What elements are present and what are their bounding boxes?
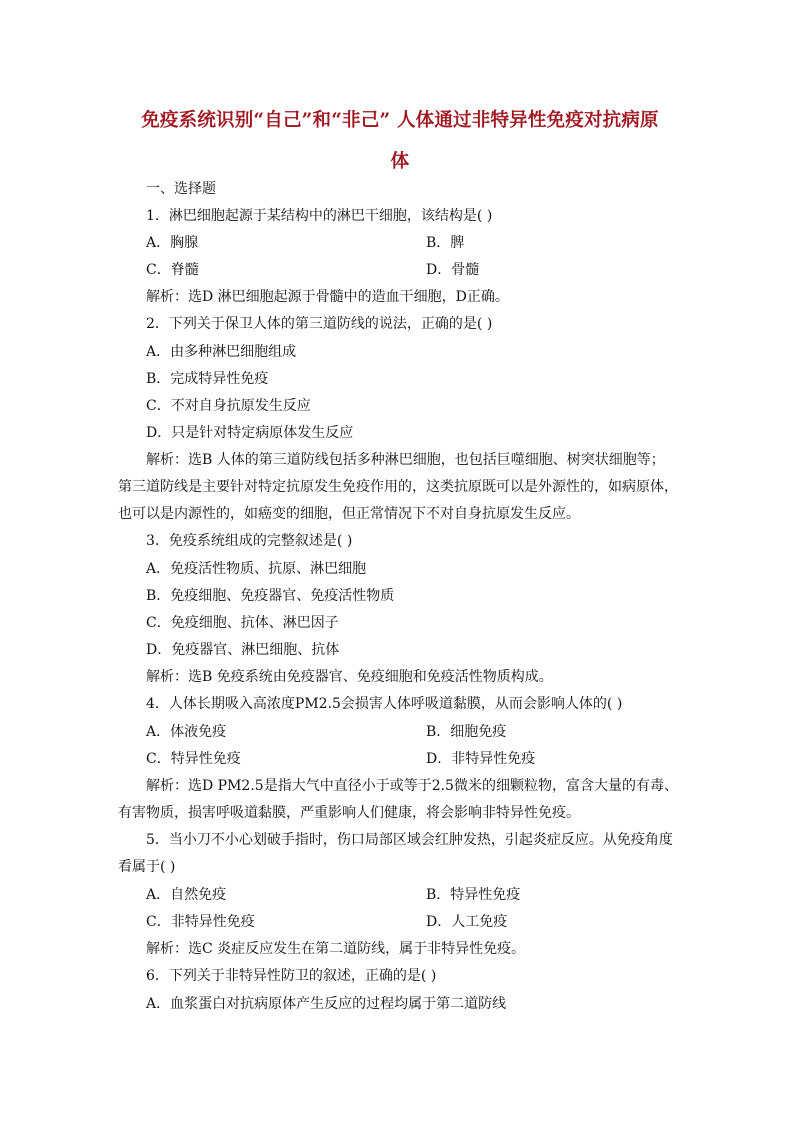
question-1-option-c: C．脊髓	[146, 262, 199, 278]
question-5-stem-line2: 看属于( )	[118, 859, 176, 875]
question-2-analysis-line1: 解析：选B 人体的第三道防线包括多种淋巴细胞，也包括巨噬细胞、树突状细胞等；	[146, 452, 665, 468]
question-1-option-d: D．骨髓	[426, 262, 480, 278]
question-1-analysis: 解析：选D 淋巴细胞起源于骨髓中的造血干细胞，D正确。	[146, 289, 509, 305]
question-3-analysis: 解析：选B 免疫系统由免疫器官、免疫细胞和免疫活性物质构成。	[146, 669, 553, 685]
question-4-option-d: D．非特异性免疫	[426, 751, 536, 767]
question-5-option-a: A．自然免疫	[146, 887, 227, 903]
question-2-option-a: A．由多种淋巴细胞组成	[146, 344, 297, 360]
question-4-option-b: B．细胞免疫	[426, 724, 507, 740]
question-5-option-c: C．非特异性免疫	[146, 914, 255, 930]
question-5-analysis: 解析：选C 炎症反应发生在第二道防线，属于非特异性免疫。	[146, 941, 526, 957]
question-3-option-d: D．免疫器官、淋巴细胞、抗体	[146, 642, 340, 658]
question-3-stem: 3．免疫系统组成的完整叙述是( )	[146, 533, 353, 549]
question-2-option-c: C．不对自身抗原发生反应	[146, 398, 311, 414]
question-4-option-a: A．体液免疫	[146, 724, 227, 740]
question-3-option-a: A．免疫活性物质、抗原、淋巴细胞	[146, 561, 367, 577]
question-3-option-c: C．免疫细胞、抗体、淋巴因子	[146, 615, 339, 631]
question-1-option-b: B．脾	[426, 235, 465, 251]
question-1-stem: 1．淋巴细胞起源于某结构中的淋巴干细胞，该结构是( )	[146, 208, 493, 224]
document-title-line2: 体	[390, 151, 410, 172]
question-2-option-b: B．完成特异性免疫	[146, 371, 269, 387]
question-2-option-d: D．只是针对特定病原体发生反应	[146, 425, 354, 441]
question-2-stem: 2．下列关于保卫人体的第三道防线的说法，正确的是( )	[146, 316, 493, 332]
question-5-option-d: D．人工免疫	[426, 914, 508, 930]
question-5-option-b: B．特异性免疫	[426, 887, 521, 903]
document-title-line1: 免疫系统识别“自己”和“非己” 人体通过非特异性免疫对抗病原	[141, 110, 659, 131]
question-5-stem-line1: 5．当小刀不小心划破手指时，伤口局部区域会红肿发热，引起炎症反应。从免疫角度	[146, 832, 673, 848]
question-4-stem: 4．人体长期吸入高浓度PM2.5会损害人体呼吸道黏膜，从而会影响人体的( )	[146, 696, 623, 712]
question-6-stem: 6．下列关于非特异性防卫的叙述，正确的是( )	[146, 968, 437, 984]
question-2-analysis-line3: 也可以是内源性的，如癌变的细胞，但正常情况下不对自身抗原发生反应。	[118, 506, 580, 522]
question-4-analysis-line2: 有害物质，损害呼吸道黏膜，严重影响人们健康，将会影响非特异性免疫。	[118, 805, 580, 821]
section-heading: 一、选择题	[146, 181, 216, 197]
question-6-option-a: A．血浆蛋白对抗病原体产生反应的过程均属于第二道防线	[146, 996, 507, 1012]
question-2-analysis-line2: 第三道防线是主要针对特定抗原发生免疫作用的，这类抗原既可以是外源性的，如病原体，	[118, 479, 678, 495]
question-4-analysis-line1: 解析：选D PM2.5是指大气中直径小于或等于2.5微米的细颗粒物，富含大量的有毒、	[146, 778, 678, 794]
question-3-option-b: B．免疫细胞、免疫器官、免疫活性物质	[146, 588, 395, 604]
question-4-option-c: C．特异性免疫	[146, 751, 241, 767]
question-1-option-a: A．胸腺	[146, 235, 199, 251]
